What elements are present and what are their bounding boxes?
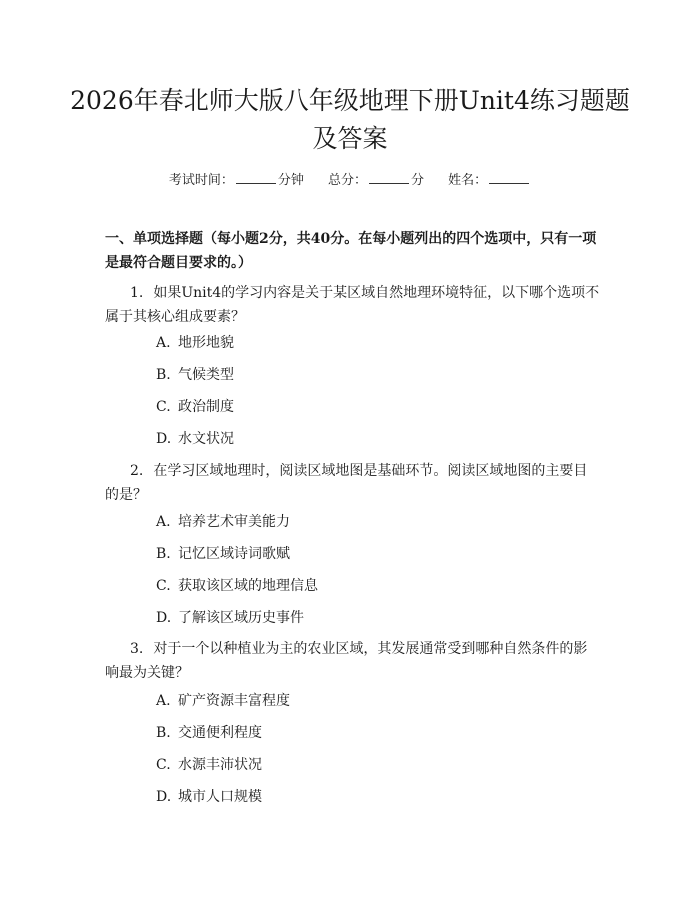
section-heading: 一、单项选择题（每小题2分，共40分。在每小题列出的四个选项中，只有一项是最符合题目要求的。） [105, 231, 597, 271]
name-label: 姓名： [448, 173, 488, 188]
option-2a [156, 512, 290, 532]
score-field [328, 173, 428, 188]
option-1a [156, 333, 234, 353]
time-field [169, 173, 308, 188]
option-text: 地形地貌 [178, 335, 234, 351]
score-blank [369, 171, 409, 184]
exam-meta [0, 169, 700, 188]
time-blank [236, 171, 276, 184]
option-1d [156, 429, 234, 449]
option-letter: D. [156, 610, 172, 626]
option-letter: B. [156, 546, 171, 562]
option-1b [156, 365, 234, 385]
time-label: 考试时间： [168, 173, 234, 188]
question-text: 如果Unit4的学习内容是关于某区域自然地理环境特征，以下哪个选项不属于其核心组成要素？ [105, 285, 600, 325]
option-text: 气候类型 [178, 367, 234, 383]
name-blank [489, 171, 529, 184]
option-text: 培养艺术审美能力 [178, 514, 290, 530]
option-3b [156, 723, 262, 743]
option-2c [156, 576, 318, 596]
option-text: 获取该区域的地理信息 [178, 578, 318, 594]
option-text: 矿产资源丰富程度 [178, 693, 290, 709]
option-letter: D. [156, 789, 172, 805]
question-text: 对于一个以种植业为主的农业区域，其发展通常受到哪种自然条件的影响最为关键？ [105, 641, 588, 681]
option-letter: A. [156, 514, 171, 530]
document-title: 2026年春北师大版八年级地理下册Unit4练习题题及答案 [70, 86, 630, 153]
question-number: 3. [130, 641, 144, 657]
question-1 [105, 281, 600, 329]
score-unit: 分 [411, 173, 425, 188]
option-3d [156, 787, 262, 807]
name-field [448, 173, 531, 188]
option-text: 记忆区域诗词歌赋 [178, 546, 290, 562]
option-letter: B. [156, 725, 171, 741]
question-3 [105, 637, 600, 685]
option-3a [156, 691, 290, 711]
option-letter: B. [156, 367, 171, 383]
question-number: 2. [130, 463, 144, 479]
option-letter: C. [156, 578, 171, 594]
option-letter: A. [156, 335, 171, 351]
option-text: 交通便利程度 [178, 725, 262, 741]
question-number: 1. [130, 285, 144, 301]
option-text: 水源丰沛状况 [178, 757, 262, 773]
time-unit: 分钟 [277, 173, 304, 188]
option-text: 水文状况 [178, 431, 234, 447]
option-text: 城市人口规模 [178, 789, 262, 805]
option-letter: C. [156, 399, 171, 415]
option-2b [156, 544, 290, 564]
option-letter: C. [156, 757, 171, 773]
option-text: 了解该区域历史事件 [178, 610, 304, 626]
question-2 [105, 459, 600, 507]
option-text: 政治制度 [178, 399, 234, 415]
question-text: 在学习区域地理时，阅读区域地图是基础环节。阅读区域地图的主要目的是？ [105, 463, 588, 503]
option-2d [156, 608, 304, 628]
option-1c [156, 397, 234, 417]
option-letter: A. [156, 693, 171, 709]
score-label: 总分： [327, 173, 367, 188]
option-letter: D. [156, 431, 172, 447]
option-3c [156, 755, 262, 775]
